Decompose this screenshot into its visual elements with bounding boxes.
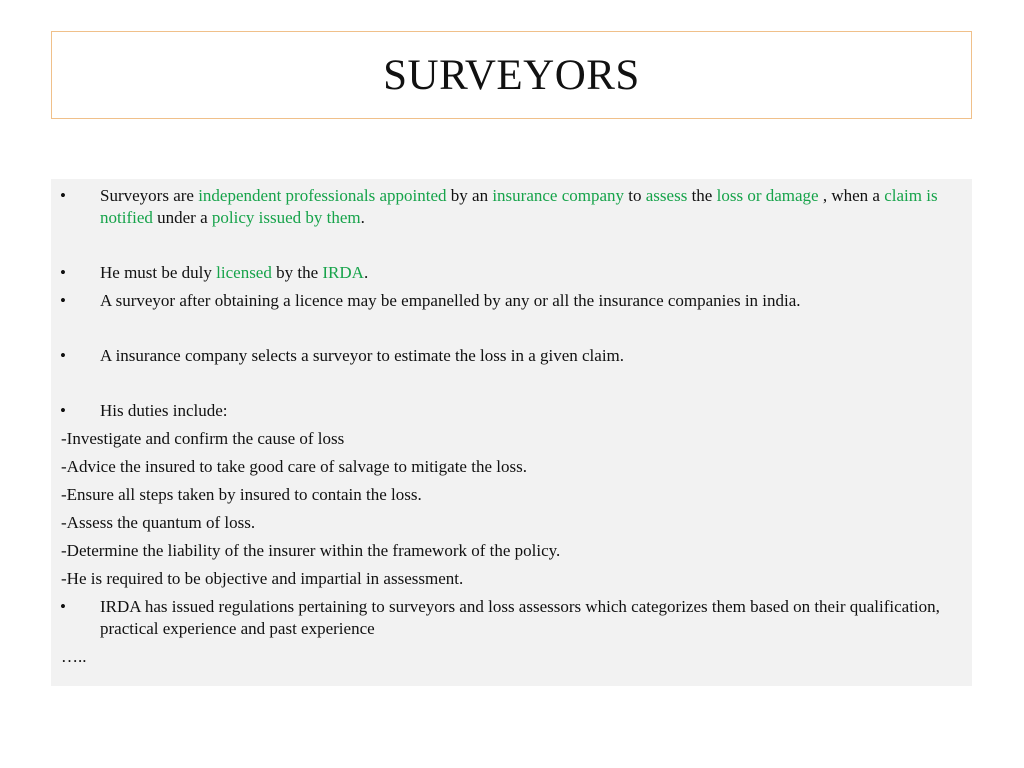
highlight-span: independent professionals appointed [198, 186, 447, 205]
bullet-item-licensed [51, 262, 972, 284]
highlight-span: policy issued by them [211, 208, 361, 227]
bullet-icon: • [60, 263, 66, 282]
spacer [51, 229, 972, 262]
bullet-item-selects-surveyor [51, 345, 972, 367]
bullet-icon: • [60, 401, 66, 420]
highlight-span: claim is notified [100, 186, 938, 227]
bullet-item-irda-regulations [51, 596, 972, 640]
bullet-item-surveyors-definition [51, 185, 972, 229]
text-span: the [687, 186, 717, 205]
text-span: . [360, 208, 365, 227]
duty-item: -Advice the insured to take good care of salvage to mitigate the loss. [61, 457, 527, 476]
duty-item: -Investigate and confirm the cause of loss [61, 429, 345, 448]
duty-item: -Determine the liability of the insurer within the framework of the policy. [61, 541, 561, 560]
ellipsis-text: ….. [61, 647, 87, 666]
title-box [51, 31, 972, 119]
bullet-icon: • [60, 346, 66, 365]
duty-item: -Ensure all steps taken by insured to contain the loss. [61, 485, 422, 504]
text-span: . [363, 263, 369, 282]
bullet-text: IRDA has issued regulations pertaining to surveyors and loss assessors which categorizes them based on their qualification, practical experience and past experience [100, 597, 940, 638]
bullet-icon: • [60, 186, 66, 205]
duty-item: -Assess the quantum of loss. [61, 513, 256, 532]
spacer [51, 312, 972, 345]
highlight-span: IRDA [322, 263, 364, 282]
highlight-span: insurance company [492, 186, 625, 205]
slide-title: SURVEYORS [383, 51, 640, 99]
bullet-icon: • [60, 291, 66, 310]
bullet-icon: • [60, 597, 66, 616]
text-span: by an [446, 186, 493, 205]
bullet-text: His duties include: [100, 401, 228, 420]
duty-item: -He is required to be objective and impartial in assessment. [61, 569, 464, 588]
text-span: under a [152, 208, 212, 227]
bullet-text: A insurance company selects a surveyor to estimate the loss in a given claim. [100, 346, 625, 365]
highlight-span: licensed [216, 263, 272, 282]
content-box [51, 179, 972, 686]
bullet-text: A surveyor after obtaining a licence may be empanelled by any or all the insurance companies in india. [100, 291, 801, 310]
text-span: He must be duly [100, 263, 217, 282]
text-span: , when a [818, 186, 885, 205]
bullet-item-empanelled [51, 290, 972, 312]
bullet-item-duties [51, 400, 972, 422]
text-span: Surveyors are [100, 186, 199, 205]
spacer [51, 367, 972, 400]
text-span: to [624, 186, 646, 205]
highlight-span: loss or damage [716, 186, 819, 205]
text-span: by the [271, 263, 323, 282]
highlight-span: assess [645, 186, 688, 205]
